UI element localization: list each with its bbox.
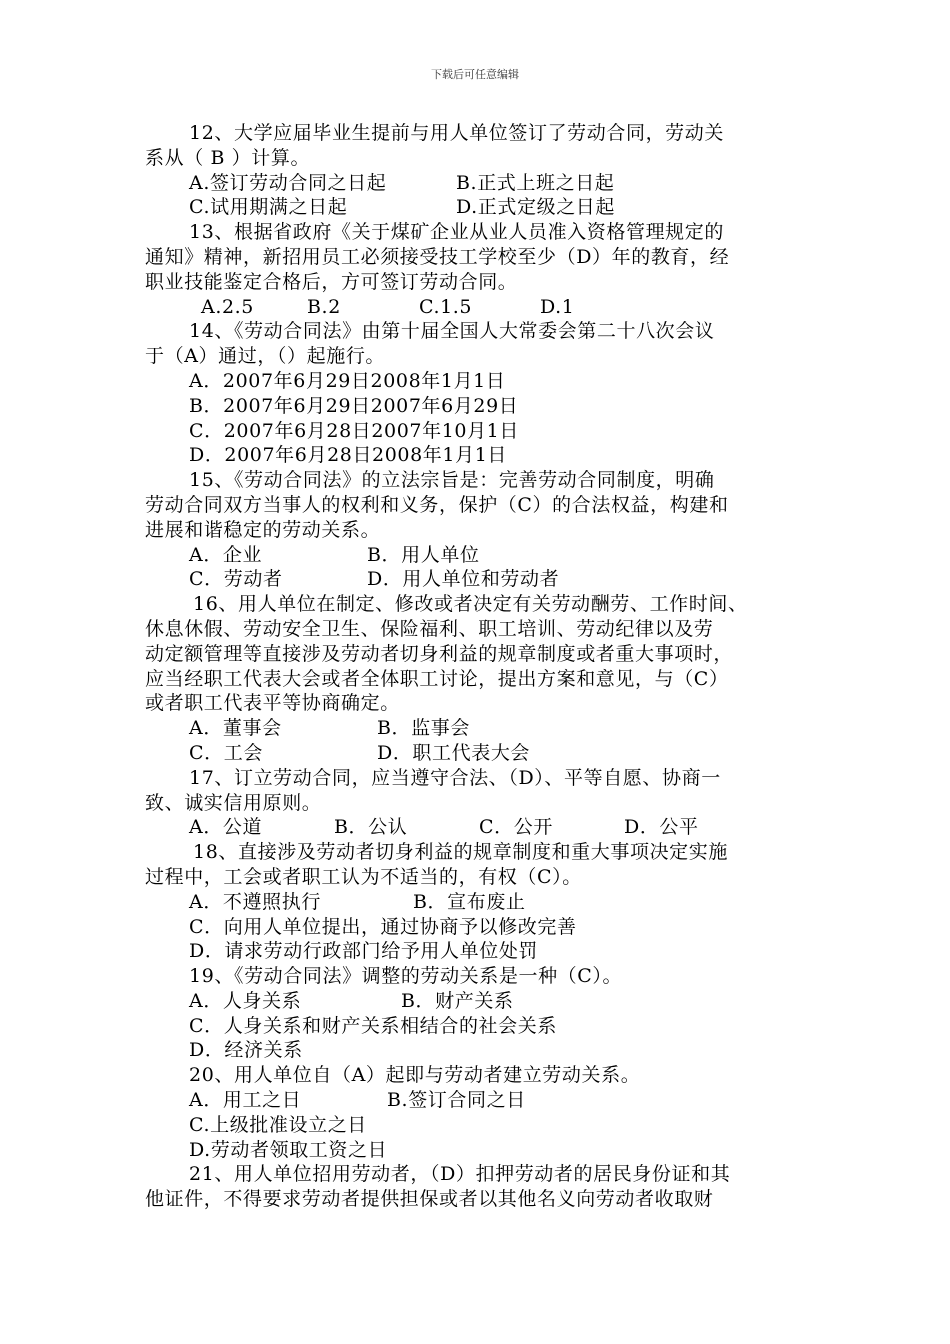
question-15-options-cd — [145, 567, 815, 592]
option-c: C.上级批准设立之日 — [189, 1113, 367, 1136]
option-b: B.正式上班之日起 — [456, 171, 615, 194]
option-c: C．劳动者 — [189, 568, 283, 591]
option-b: B.2 — [307, 295, 341, 318]
option-a: A．2007年6月29日2008年1月1日 — [189, 369, 506, 392]
option-b: B.签订合同之日 — [387, 1089, 526, 1112]
option-d: D.正式定级之日起 — [456, 196, 615, 219]
question-13-line-3: 职业技能鉴定合格后，方可签订劳动合同。 — [145, 270, 518, 293]
question-21-line-1: 21、用人单位招用劳动者，（D）扣押劳动者的居民身份证和其 — [189, 1163, 731, 1186]
question-16-options-ab — [145, 716, 815, 741]
question-14-line-2: 于（A）通过，（）起施行。 — [145, 345, 386, 368]
option-c: C．向用人单位提出，通过协商予以修改完善 — [189, 915, 577, 938]
question-16-line-5: 或者职工代表平等协商确定。 — [145, 692, 400, 715]
question-12-options-ab — [145, 171, 815, 196]
option-c: C．工会 — [189, 741, 263, 764]
option-b: B．宣布废止 — [413, 890, 526, 913]
page-header: 下载后可任意编辑 — [431, 68, 519, 81]
question-12-line-1: 12、大学应届毕业生提前与用人单位签订了劳动合同，劳动关 — [189, 122, 724, 144]
option-a: A．人身关系 — [189, 989, 302, 1012]
option-c: C．公开 — [479, 816, 553, 839]
option-d: D.劳动者领取工资之日 — [189, 1138, 388, 1161]
option-b: B．监事会 — [377, 717, 470, 740]
option-a: A.签订劳动合同之日起 — [189, 171, 387, 194]
question-20-options-ab — [145, 1088, 815, 1113]
question-15-line-1: 15、《劳动合同法》的立法宗旨是：完善劳动合同制度，明确 — [189, 469, 715, 492]
option-d: D．请求劳动行政部门给予用人单位处罚 — [189, 940, 539, 963]
question-20-line-1: 20、用人单位自（A）起即与劳动者建立劳动关系。 — [189, 1064, 641, 1087]
option-d: D．用人单位和劳动者 — [367, 568, 560, 591]
option-b: B．财产关系 — [401, 989, 514, 1012]
question-12-options-cd — [145, 195, 815, 220]
question-16-line-2: 休息休假、劳动安全卫生、保险福利、职工培训、劳动纪律以及劳 — [145, 617, 714, 640]
option-d: D．经济关系 — [189, 1039, 303, 1062]
question-12-line-2: 系从（ B ）计算。 — [145, 146, 311, 169]
question-16-line-3: 动定额管理等直接涉及劳动者切身利益的规章制度或者重大事项时， — [145, 642, 734, 665]
option-d: D．2007年6月28日2008年1月1日 — [189, 444, 507, 467]
question-18-options-ab — [145, 890, 815, 915]
question-14-line-1: 14、《劳动合同法》由第十届全国人大常委会第二十八次会议 — [189, 320, 715, 343]
option-b: B．2007年6月29日2007年6月29日 — [189, 394, 519, 417]
option-a: A．不遵照执行 — [189, 890, 321, 913]
option-d: D.1 — [540, 295, 575, 318]
question-17-line-1: 17、订立劳动合同，应当遵守合法、（D）、平等自愿、协商一 — [189, 766, 721, 789]
question-13-line-2: 通知》精神，新招用员工必须接受技工学校至少（D）年的教育，经 — [145, 245, 730, 268]
question-13-options — [145, 295, 815, 320]
question-18-line-1: 18、直接涉及劳动者切身利益的规章制度和重大事项决定实施 — [193, 841, 728, 864]
option-d: D．公平 — [624, 816, 699, 839]
question-17-options — [145, 815, 815, 840]
option-a: A．董事会 — [189, 717, 282, 740]
question-16-options-cd — [145, 741, 815, 766]
question-21-line-2: 他证件，不得要求劳动者提供担保或者以其他名义向劳动者收取财 — [145, 1188, 714, 1211]
question-16-line-4: 应当经职工代表大会或者全体职工讨论，提出方案和意见，与（C） — [145, 667, 729, 690]
option-c: C．2007年6月28日2007年10月1日 — [189, 419, 519, 442]
option-a: A．企业 — [189, 543, 263, 566]
question-19-options-ab — [145, 989, 815, 1014]
option-b: B．用人单位 — [367, 543, 480, 566]
option-c: C.1.5 — [419, 295, 473, 318]
question-15-line-2: 劳动合同双方当事人的权利和义务，保护（C）的合法权益，构建和 — [145, 493, 729, 516]
question-15-options-ab — [145, 543, 815, 568]
question-16-line-1: 16、用人单位在制定、修改或者决定有关劳动酬劳、工作时间、 — [193, 593, 748, 616]
question-13-line-1: 13、根据省政府《关于煤矿企业从业人员准入资格管理规定的 — [189, 221, 724, 244]
document-body — [145, 121, 815, 1212]
option-a: A.2.5 — [201, 295, 254, 318]
question-19-line-1: 19、《劳动合同法》调整的劳动关系是一种（C）。 — [189, 965, 623, 988]
option-c: C.试用期满之日起 — [189, 196, 348, 219]
question-15-line-3: 进展和谐稳定的劳动关系。 — [145, 518, 381, 541]
option-c: C．人身关系和财产关系相结合的社会关系 — [189, 1014, 557, 1037]
option-a: A．用工之日 — [189, 1089, 302, 1112]
question-18-line-2: 过程中，工会或者职工认为不适当的，有权（C）。 — [145, 865, 582, 888]
question-17-line-2: 致、诚实信用原则。 — [145, 791, 322, 814]
option-a: A．公道 — [189, 816, 263, 839]
option-d: D．职工代表大会 — [377, 741, 531, 764]
option-b: B．公认 — [334, 816, 408, 839]
